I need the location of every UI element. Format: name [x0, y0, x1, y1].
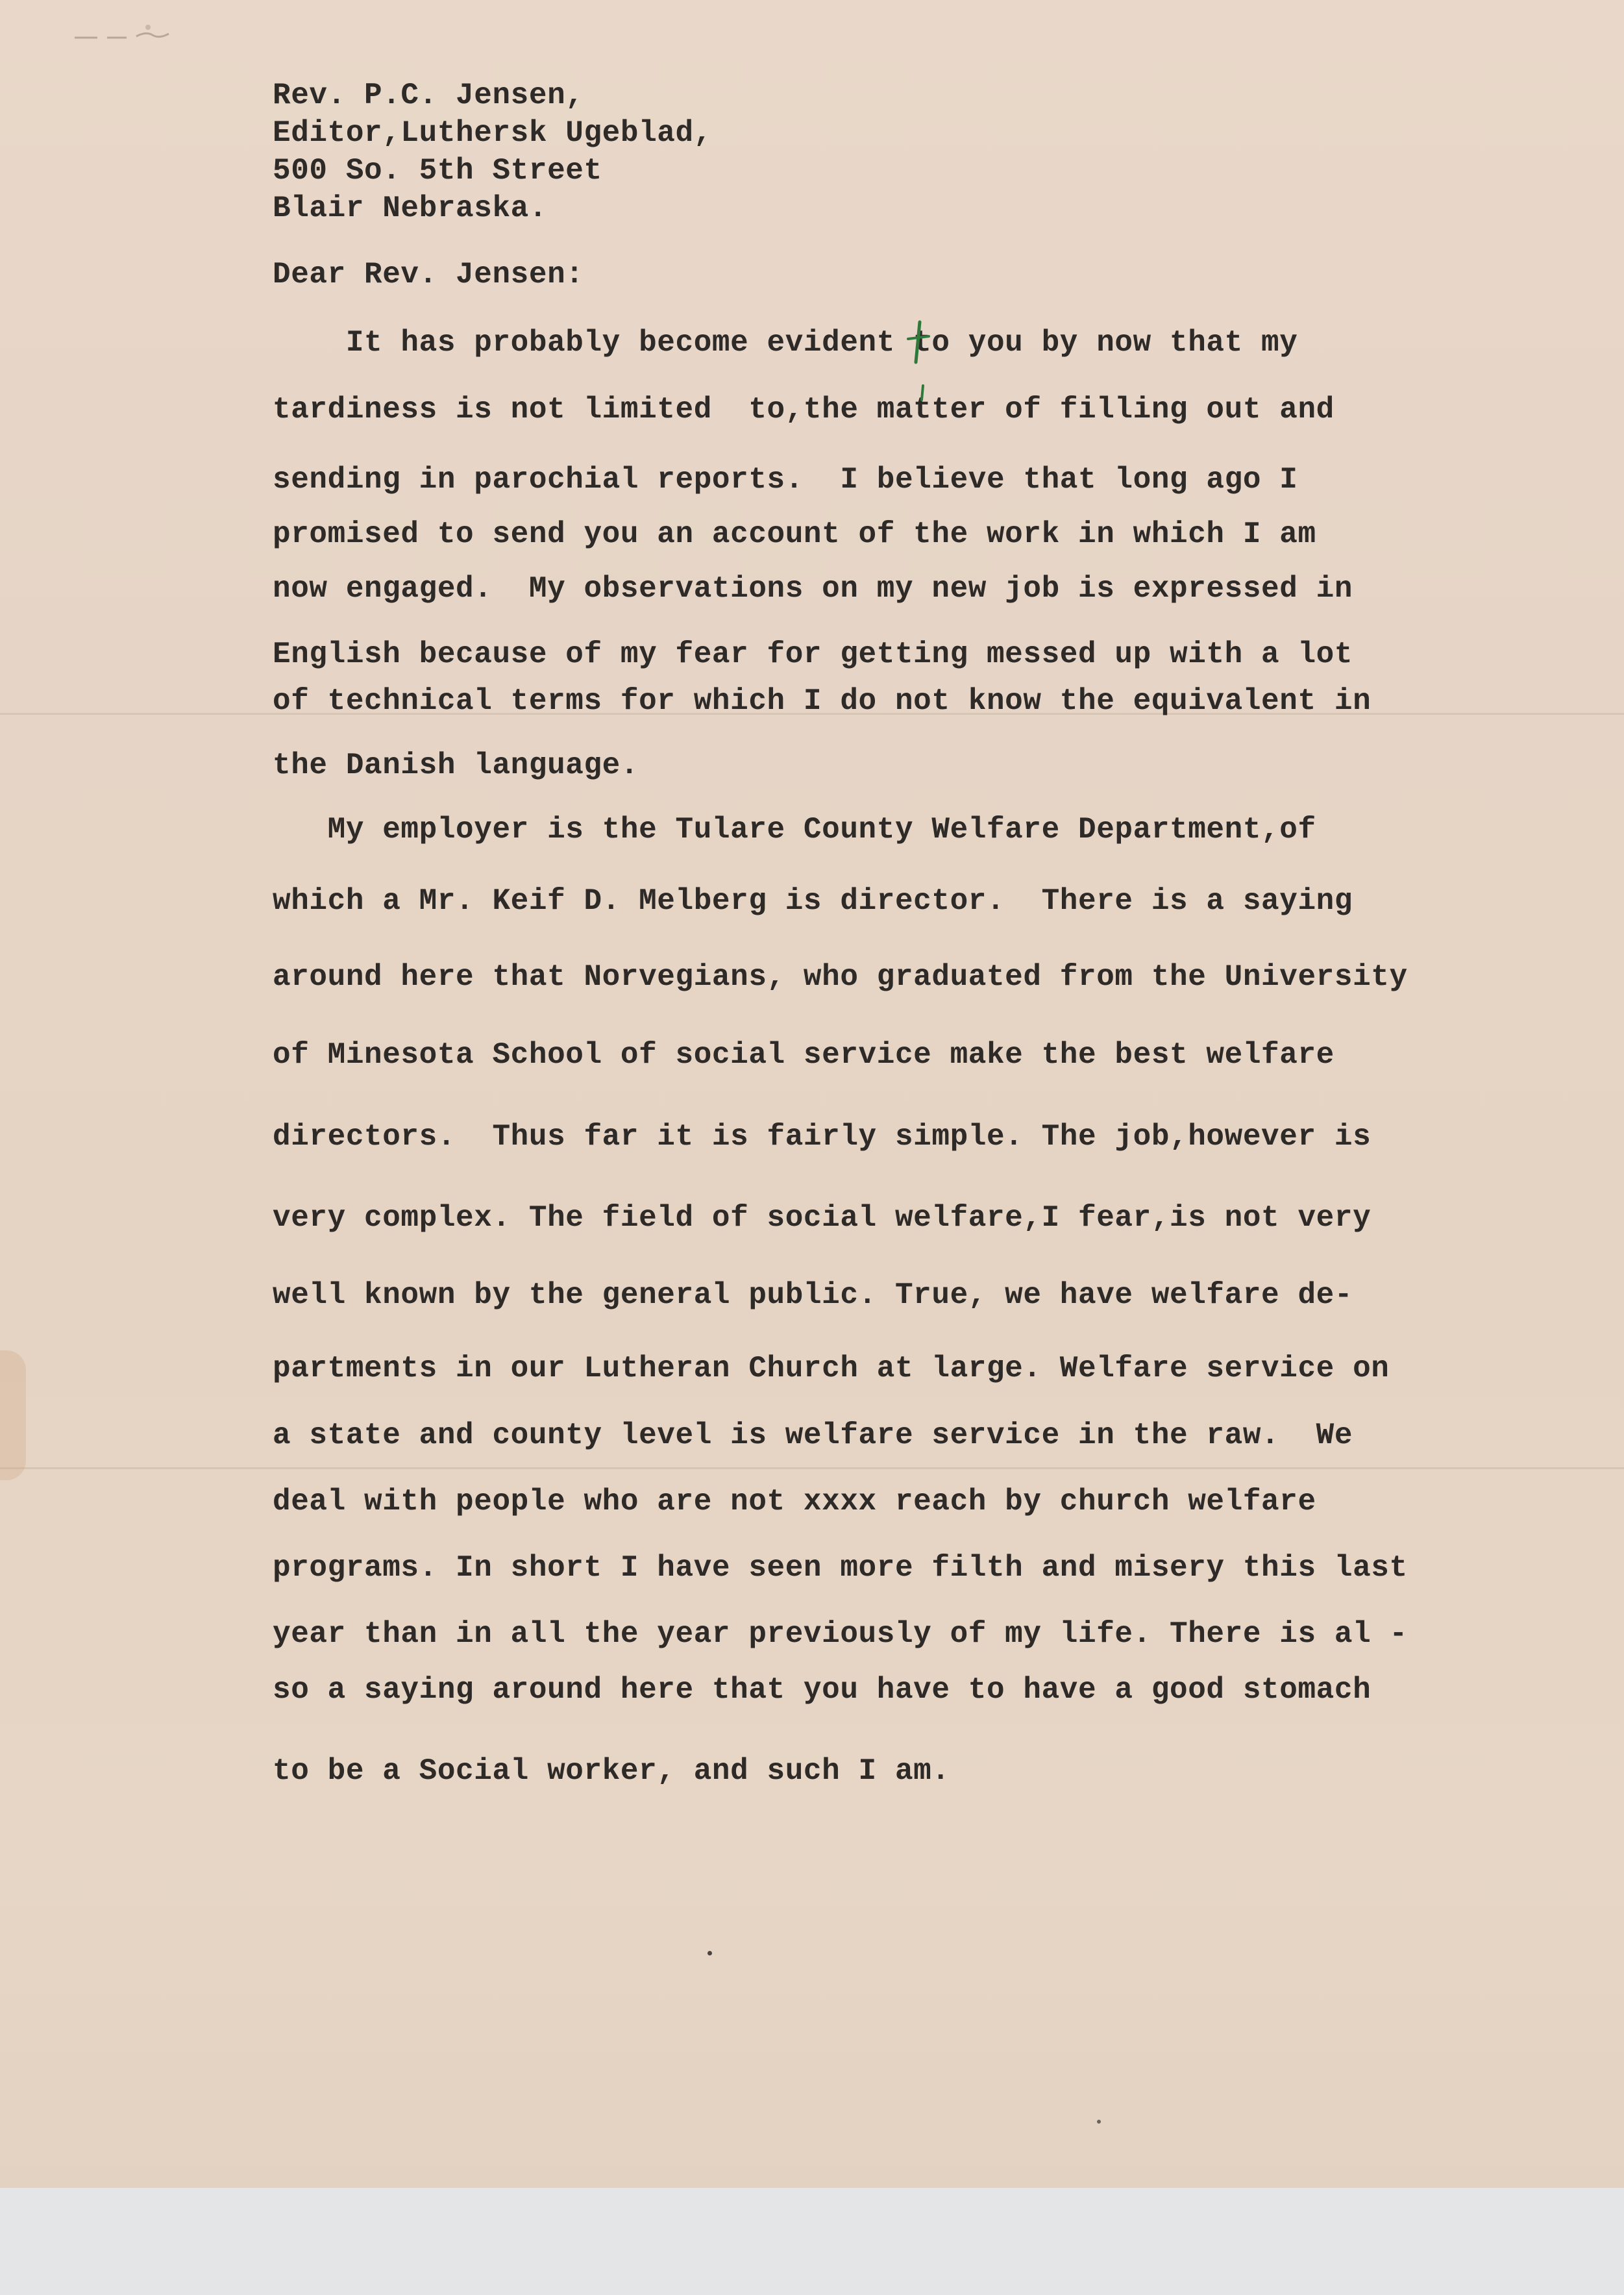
address-line: Rev. P.C. Jensen, [273, 79, 584, 112]
body-line: the Danish language. [273, 749, 639, 782]
corner-pencil-mark [71, 19, 175, 45]
body-line: of technical terms for which I do not know the equivalent in [273, 684, 1372, 718]
body-line: which a Mr. Keif D. Melberg is director. There is a saying [273, 884, 1353, 918]
body-line: to be a Social worker, and such I am. [273, 1754, 950, 1788]
green-ink-comma-mark [915, 383, 931, 403]
body-line: very complex. The field of social welfare,I fear,is not very [273, 1201, 1372, 1235]
green-ink-correction-mark [905, 319, 931, 365]
body-line: It has probably become evident to you by now that my [273, 326, 1298, 360]
body-line: tardiness is not limited to,the matter of filling out and [273, 393, 1335, 427]
body-line: sending in parochial reports. I believe that long ago I [273, 463, 1298, 497]
address-line: Editor,Luthersk Ugeblad, [273, 116, 712, 150]
body-line: programs. In short I have seen more filth and misery this last [273, 1551, 1408, 1585]
body-line: partments in our Lutheran Church at large. Welfare service on [273, 1352, 1390, 1385]
salutation: Dear Rev. Jensen: [273, 258, 584, 292]
body-line: now engaged. My observations on my new job is expressed in [273, 572, 1353, 606]
body-line: around here that Norvegians, who graduated from the University [273, 960, 1408, 994]
paper-stain [0, 1350, 26, 1480]
body-line: deal with people who are not xxxx reach by church welfare [273, 1485, 1316, 1519]
body-line: of Minesota School of social service make the best welfare [273, 1038, 1335, 1072]
body-line: a state and county level is welfare service in the raw. We [273, 1419, 1353, 1452]
body-line: English because of my fear for getting messed up with a lot [273, 638, 1353, 671]
paper-speck [1097, 2120, 1101, 2124]
body-line: so a saying around here that you have to have a good stomach [273, 1673, 1372, 1707]
paper-fold-line [0, 1467, 1624, 1469]
address-line: Blair Nebraska. [273, 192, 548, 225]
body-line: My employer is the Tulare County Welfare Department,of [273, 813, 1316, 847]
body-line: directors. Thus far it is fairly simple. The job,however is [273, 1120, 1372, 1154]
paper-speck [707, 1951, 712, 1955]
body-line: well known by the general public. True, we have welfare de- [273, 1278, 1353, 1312]
body-line: promised to send you an account of the work in which I am [273, 517, 1316, 551]
address-line: 500 So. 5th Street [273, 154, 602, 188]
scan-background [0, 2188, 1624, 2295]
body-line: year than in all the year previously of my life. There is al - [273, 1617, 1408, 1651]
